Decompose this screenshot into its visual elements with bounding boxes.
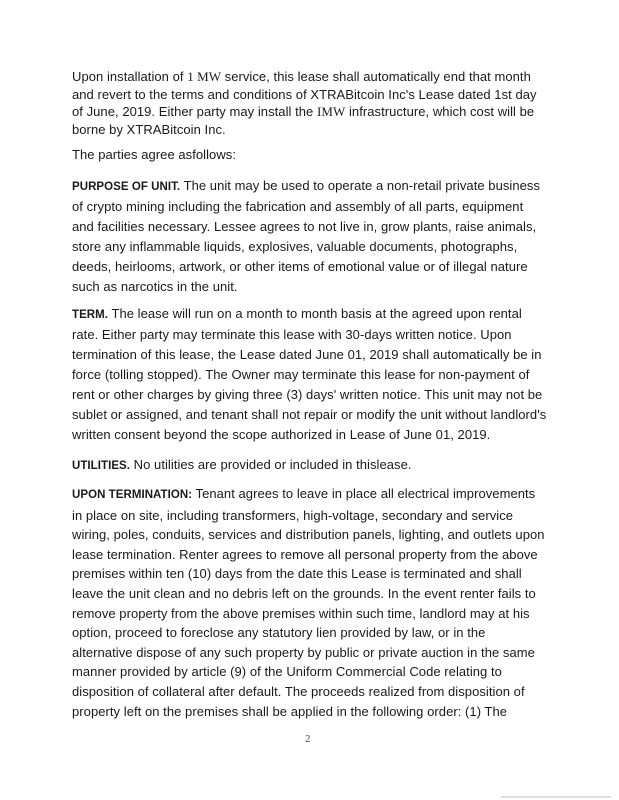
termination-section <box>72 484 548 721</box>
termination-heading: UPON TERMINATION: <box>72 489 193 501</box>
page-number: 2 <box>305 733 311 745</box>
purpose-section <box>72 176 548 297</box>
intro-text-1: Upon installation of <box>72 69 188 84</box>
purpose-body: The unit may be used to operate a non-retail private business of crypto mining including the fabrication and assembly of all parts, equipment and facilities necessary. Lessee agrees to not live in, grow plants, raise animals, store any inflammable liquids, explosives, valuable documents, photographs, deeds, heirlooms, artwork, or other items of emotional value or of illegal nature such as narcotics in the unit. <box>72 178 541 294</box>
mw-term-2: IMW <box>317 104 346 119</box>
intro-text-3: infrastructure, which cost will be borne by XTRABitcoin Inc. <box>72 104 535 137</box>
utilities-body: No utilities are provided or included in thislease. <box>130 457 412 472</box>
footer-divider <box>501 796 611 798</box>
intro-text-2: service, this lease shall automatically end that month and revert to the terms and conditions of XTRABitcoin Inc's Lease dated 1st day of June, 2019. Either party may install the <box>72 69 537 119</box>
term-body: The lease will run on a month to month basis at the agreed upon rental rate. Either party may terminate this lease with 30-days written notice. Upon termination of this lease, the Lease dated June 01, 2019 shall automatically be in force (tolling stopped). The Owner may terminate this lease for non-payment of rent or other charges by giving three (3) days' written notice. This unit may not be sublet or assigned, and tenant shall not repair or modify the unit without landlord's written consent beyond the scope authorized in Lease of June 01, 2019. <box>72 306 547 442</box>
term-section <box>72 304 548 445</box>
agree-line: The parties agree asfollows: <box>72 147 236 162</box>
termination-body: Tenant agrees to leave in place all electrical improvements in place on site, including transformers, high-voltage, secondary and service wiring, poles, conduits, services and distribution panels, lighting, and outlets upon lease termination. Renter agrees to remove all personal property from the above premises within ten (10) days from the date this Lease is terminated and shall leave the unit clean and no debris left on the grounds. In the event renter fails to remove property from the above premises within such time, landlord may at his option, proceed to foreclose any statutory lien provided by law, or in the alternative dispose of any such property by public or private auction in the same manner provided by article (9) of the Uniform Commercial Code relating to disposition of collateral after default. The proceeds realized from disposition of property left on the premises shall be applied in the following order: (1) The <box>72 486 545 719</box>
utilities-heading: UTILITIES. <box>72 460 130 472</box>
purpose-heading: PURPOSE OF UNIT. <box>72 181 181 193</box>
mw-term-1: 1 MW <box>187 69 222 84</box>
utilities-section <box>72 455 548 476</box>
term-heading: TERM. <box>72 309 109 321</box>
intro-paragraph <box>72 68 548 138</box>
